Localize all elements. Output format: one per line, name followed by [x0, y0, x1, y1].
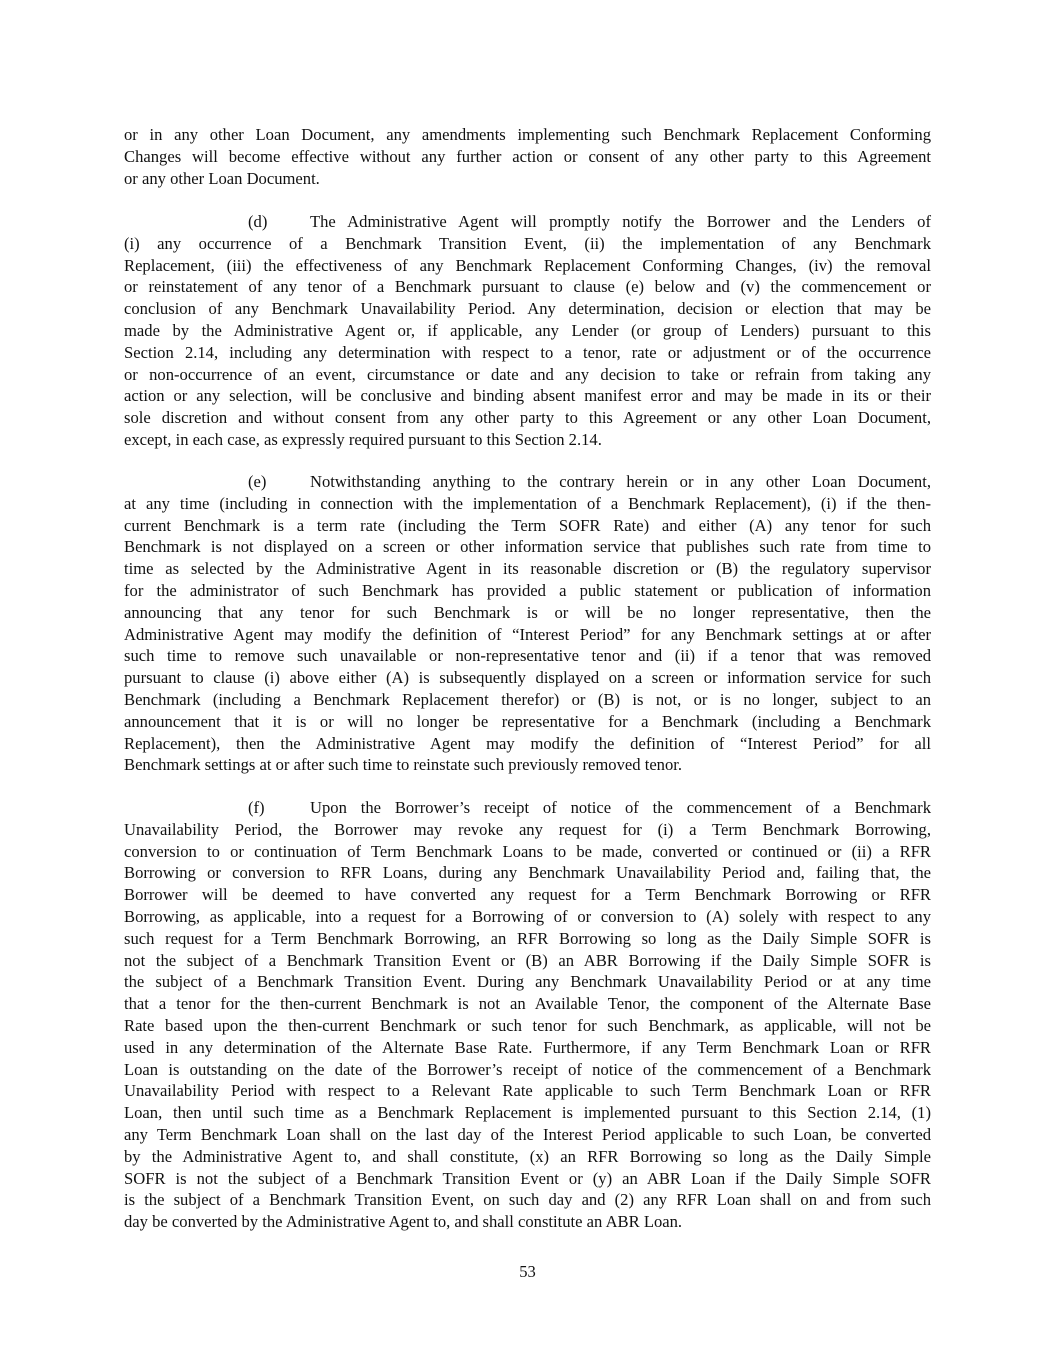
text-line: Borrowing, as applicable, into a request for a Borrowing of or conversion to (A) solely with respect to any: [124, 906, 931, 926]
text-line: The Administrative Agent will promptly notify the Borrower and the Lenders of: [310, 212, 931, 231]
text-line: conclusion of any Benchmark Unavailability Period. Any determination, decision or election that may be: [124, 299, 931, 319]
text-line: at any time (including in connection with the implementation of a Benchmark Replacement), (i) if the then-: [124, 493, 931, 513]
text-line: SOFR is not the subject of a Benchmark Transition Event or (y) an ABR Loan if the Daily Simple SOFR: [124, 1168, 931, 1188]
text-line: Notwithstanding anything to the contrary herein or in any other Loan Document,: [310, 472, 931, 491]
text-line: used in any determination of the Alternate Base Rate. Furthermore, if any Term Benchmark Loan or RFR: [124, 1037, 931, 1057]
text-line: or any other Loan Document.: [124, 168, 320, 188]
text-line: conversion to or continuation of Term Benchmark Loans to be made, converted or continued or (ii) a RFR: [124, 841, 931, 861]
text-line: Loan, then until such time as a Benchmark Replacement is implemented pursuant to this Section 2.14, (1): [124, 1103, 931, 1123]
text-line: or in any other Loan Document, any amendments implementing such Benchmark Replacement Conforming: [124, 125, 931, 144]
paragraph-d: [124, 211, 931, 451]
text-line: Replacement, (iii) the effectiveness of any Benchmark Replacement Conforming Changes, (iv) the removal: [124, 255, 931, 275]
text-line: such time to remove such unavailable or non-representative tenor and (ii) if a tenor that was removed: [124, 646, 931, 666]
text-line: or non-occurrence of an event, circumstance or date and any decision to take or refrain from taking any: [124, 364, 931, 384]
text-line: (i) any occurrence of a Benchmark Transition Event, (ii) the implementation of any Benchmark: [124, 233, 931, 253]
text-line: Borrower will be deemed to have converted any request for a Term Benchmark Borrowing or RFR: [124, 885, 931, 905]
text-line: is the subject of a Benchmark Transition Event, on such day and (2) any RFR Loan shall on and from such: [124, 1190, 931, 1210]
clause-marker: (f): [248, 798, 265, 817]
clause-marker: (e): [248, 472, 267, 491]
text-line: Replacement), then the Administrative Agent may modify the definition of “Interest Period” for all: [124, 733, 931, 753]
text-line: that a tenor for the then-current Benchmark is not an Available Tenor, the component of the Alternate Base: [124, 994, 931, 1014]
page-number: 53: [519, 1262, 536, 1281]
text-line: or reinstatement of any tenor of a Benchmark pursuant to clause (e) below and (v) the commencement or: [124, 277, 931, 297]
text-line: Unavailability Period, the Borrower may revoke any request for (i) a Term Benchmark Borrowing,: [124, 819, 931, 839]
text-line: Changes will become effective without any further action or consent of any other party to this Agreement: [124, 146, 931, 166]
text-line: Benchmark (including a Benchmark Replacement therefor) or (B) is not, or is no longer, subject to an: [124, 689, 931, 709]
text-line: any Term Benchmark Loan shall on the last day of the Interest Period applicable to such Loan, be converted: [124, 1124, 931, 1144]
text-line: Section 2.14, including any determination with respect to a tenor, rate or adjustment or of the occurrence: [124, 342, 931, 362]
text-line-first: [124, 471, 931, 493]
text-line: Administrative Agent may modify the definition of “Interest Period” for any Benchmark settings at or after: [124, 624, 931, 644]
text-line: Benchmark is not displayed on a screen or other information service that publishes such rate from time to: [124, 537, 931, 557]
text-line: day be converted by the Administrative Agent to, and shall constitute an ABR Loan.: [124, 1212, 683, 1232]
text-line: made by the Administrative Agent or, if applicable, any Lender (or group of Lenders) pursuant to this: [124, 320, 931, 340]
text-line: time as selected by the Administrative Agent in its reasonable discretion or (B) the regulatory supervisor: [124, 559, 931, 579]
clause-marker: (d): [248, 212, 268, 231]
paragraph-f: [124, 797, 931, 1233]
text-line: announcement that it is or will no longer be representative for a Benchmark (including a Benchmark: [124, 711, 931, 731]
text-line-first: [124, 797, 931, 819]
text-line: such request for a Term Benchmark Borrowing, an RFR Borrowing so long as the Daily Simple SOFR is: [124, 928, 931, 948]
text-line: action or any selection, will be conclusive and binding absent manifest error and may be made in its or their: [124, 386, 931, 406]
text-line: not the subject of a Benchmark Transition Event or (B) an ABR Borrowing if the Daily Simple SOFR is: [124, 950, 931, 970]
paragraph-continuation: [124, 124, 931, 189]
text-line: sole discretion and without consent from any other party to this Agreement or any other Loan Document,: [124, 408, 931, 428]
text-line-first: [124, 211, 931, 233]
text-line: by the Administrative Agent to, and shall constitute, (x) an RFR Borrowing so long as the Daily Simple: [124, 1146, 931, 1166]
text-line: Rate based upon the then-current Benchmark or such tenor for such Benchmark, as applicable, will not be: [124, 1015, 931, 1035]
text-line: except, in each case, as expressly required pursuant to this Section 2.14.: [124, 429, 602, 449]
text-line: Benchmark settings at or after such time to reinstate such previously removed tenor.: [124, 755, 683, 775]
text-line: pursuant to clause (i) above either (A) is subsequently displayed on a screen or information service for such: [124, 668, 931, 688]
paragraph-e: [124, 471, 931, 776]
text-line: for the administrator of such Benchmark has provided a public statement or publication of information: [124, 580, 931, 600]
text-line: Unavailability Period with respect to a Relevant Rate applicable to such Term Benchmark Loan or RFR: [124, 1081, 931, 1101]
text-line: Loan is outstanding on the date of the Borrower’s receipt of notice of the commencement of a Benchmark: [124, 1059, 931, 1079]
text-line: Upon the Borrower’s receipt of notice of the commencement of a Benchmark: [310, 798, 931, 817]
text-line: Borrowing or conversion to RFR Loans, during any Benchmark Unavailability Period and, failing that, the: [124, 863, 931, 883]
text-line: current Benchmark is a term rate (including the Term SOFR Rate) and either (A) any tenor for such: [124, 515, 931, 535]
text-line: the subject of a Benchmark Transition Event. During any Benchmark Unavailability Period or at any time: [124, 972, 931, 992]
text-line: announcing that any tenor for such Benchmark is or will be no longer representative, then the: [124, 602, 931, 622]
